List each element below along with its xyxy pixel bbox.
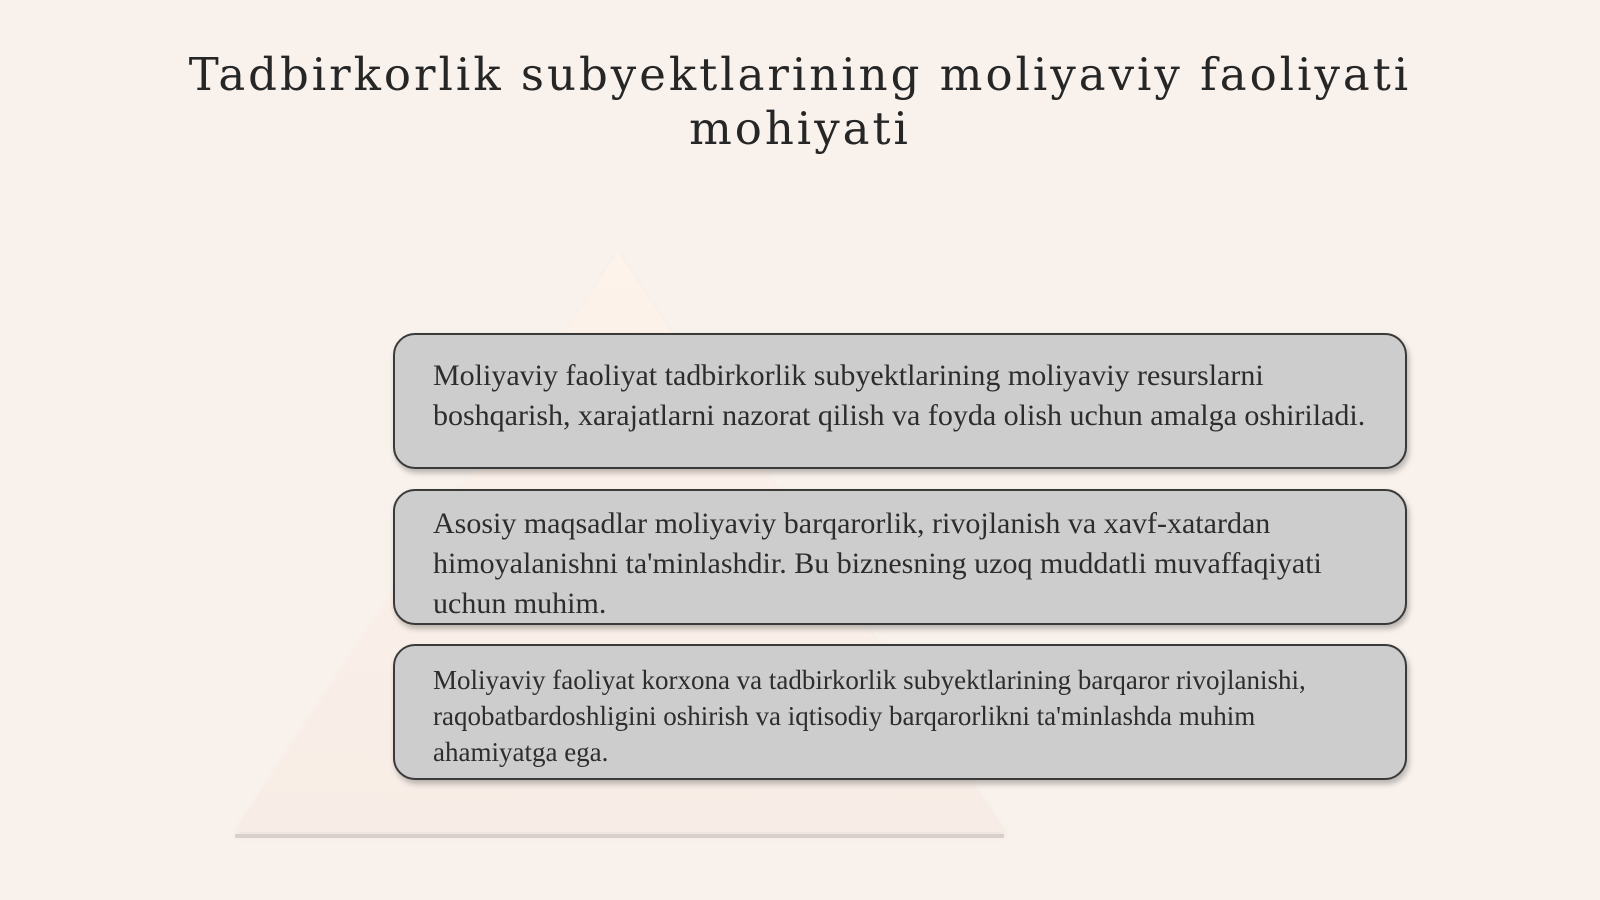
content-box-3-text: Moliyaviy faoliyat korxona va tadbirkorlik subyektlarining barqaror rivojlanishi, raqobatbardoshligini oshirish va iqtisodiy barqarorlikni ta'minlashda muhim ahamiyatga ega. bbox=[433, 665, 1306, 767]
content-box-3 bbox=[393, 644, 1407, 780]
content-box-2 bbox=[393, 489, 1407, 625]
slide-title: Tadbirkorlik subyektlarining moliyaviy faoliyati mohiyati bbox=[188, 48, 1412, 155]
content-box-1 bbox=[393, 333, 1407, 469]
content-box-2-text: Asosiy maqsadlar moliyaviy barqarorlik, rivojlanish va xavf-xatardan himoyalanishni ta'minlashdir. Bu biznesning uzoq muddatli muvaffaqiyati uchun muhim. bbox=[433, 507, 1322, 620]
content-box-1-text: Moliyaviy faoliyat tadbirkorlik subyektlarining moliyaviy resurslarni boshqarish, xarajatlarni nazorat qilish va foyda olish uchun amalga oshiriladi. bbox=[433, 359, 1366, 432]
